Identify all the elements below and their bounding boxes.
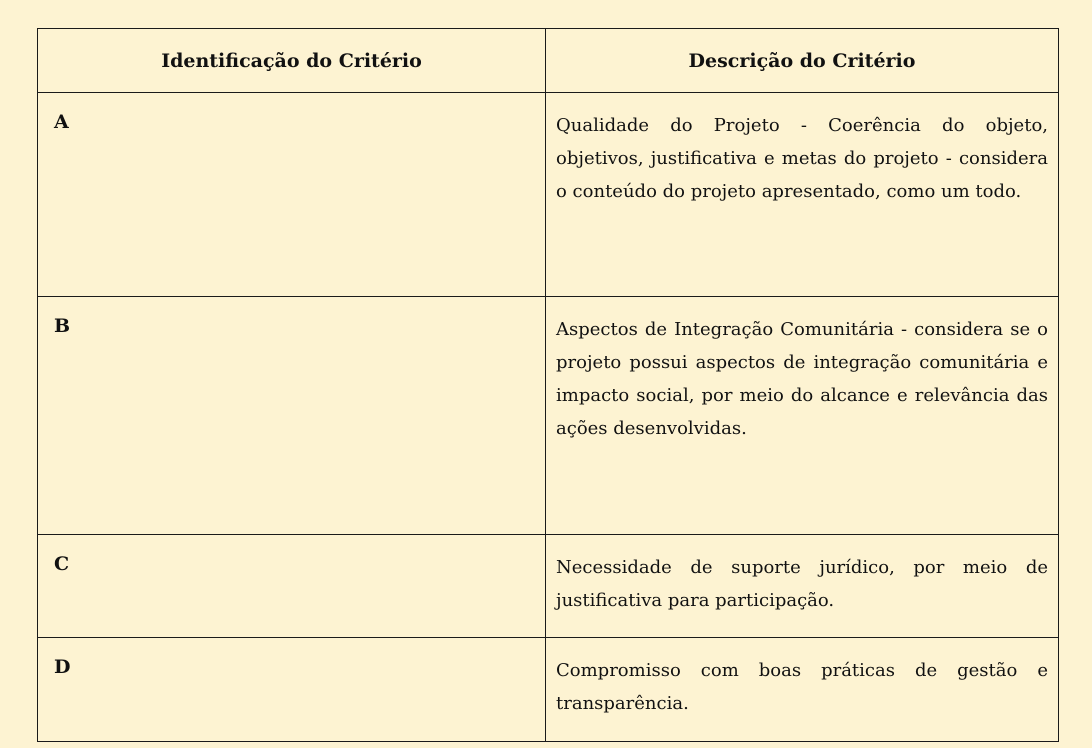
criterion-description: Compromisso com boas práticas de gestão e transparência. <box>546 638 1059 742</box>
table-row <box>38 297 1059 535</box>
header-description: Descrição do Critério <box>546 29 1059 93</box>
criterion-description: Necessidade de suporte jurídico, por meio de justificativa para participação. <box>546 535 1059 638</box>
criterion-description: Qualidade do Projeto - Coerência do objeto, objetivos, justificativa e metas do projeto - considera o conteúdo do projeto apresentado, como um todo. <box>546 93 1059 297</box>
table-row <box>38 638 1059 742</box>
header-identification: Identificação do Critério <box>38 29 546 93</box>
criterion-id: A <box>38 93 546 297</box>
table-row <box>38 93 1059 297</box>
table-header-row <box>38 29 1059 93</box>
criterion-id: D <box>38 638 546 742</box>
criteria-table <box>37 28 1059 742</box>
criterion-id: B <box>38 297 546 535</box>
criterion-description: Aspectos de Integração Comunitária - considera se o projeto possui aspectos de integração comunitária e impacto social, por meio do alcance e relevância das ações desenvolvidas. <box>546 297 1059 535</box>
table-row <box>38 535 1059 638</box>
criterion-id: C <box>38 535 546 638</box>
